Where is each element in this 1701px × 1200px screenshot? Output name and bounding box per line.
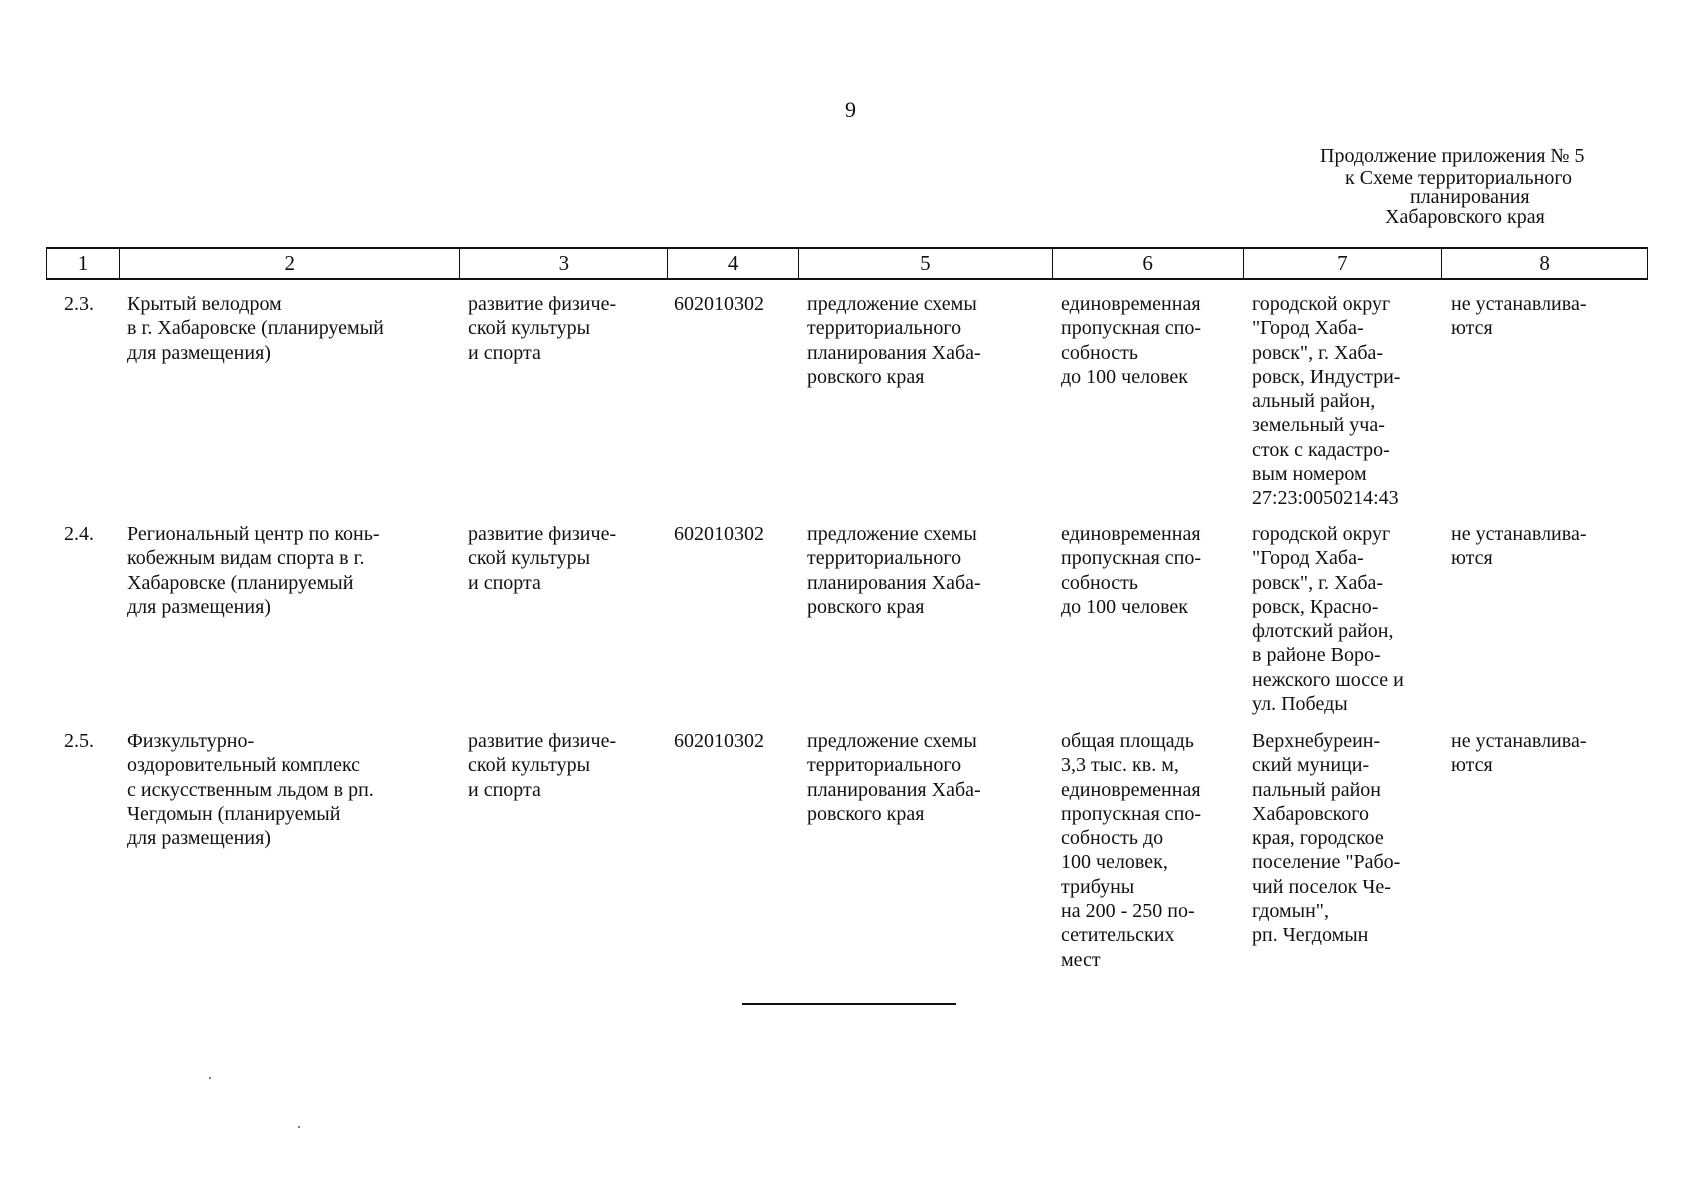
scan-speck	[298, 1126, 300, 1128]
column-number-2: 2	[120, 249, 461, 278]
column-number-4: 4	[668, 249, 799, 278]
table-body	[46, 292, 1648, 979]
column-number-1: 1	[47, 249, 120, 278]
object-basis: предложение схемы территориального планирования Хаба- ровского края	[807, 293, 981, 388]
object-name: Крытый велодром в г. Хабаровске (планируемый для размещения)	[127, 293, 384, 364]
table-row	[46, 292, 1648, 522]
row-number: 2.5.	[64, 730, 94, 752]
object-code: 602010302	[674, 730, 764, 752]
appendix-subtitle-3: Хабаровского края	[1385, 206, 1545, 228]
object-purpose: развитие физиче- ской культуры и спорта	[468, 730, 617, 801]
object-zones: не устанавлива- ются	[1451, 293, 1587, 340]
column-number-5: 5	[799, 249, 1053, 278]
object-basis: предложение схемы территориального планирования Хаба- ровского края	[807, 523, 981, 618]
table-header-row	[46, 247, 1648, 280]
object-characteristics: общая площадь 3,3 тыс. кв. м, единовременная пропускная спо- собность до 100 человек, трибуны на 200 - 250 по- сетительских мест	[1061, 730, 1202, 971]
end-divider	[742, 1003, 956, 1005]
appendix-subtitle-1: к Схеме территориального	[1345, 167, 1573, 189]
object-purpose: развитие физиче- ской культуры и спорта	[468, 293, 617, 364]
object-location: городской округ "Город Хаба- ровск", г. Хаба- ровск, Индустри- альный район, земельный уча- сток с кадастро- вым номером 27:23:0050214:43	[1252, 293, 1401, 510]
object-characteristics: единовременная пропускная спо- собность до 100 человек	[1061, 523, 1202, 618]
scan-speck	[209, 1077, 211, 1079]
column-number-8: 8	[1539, 251, 1550, 275]
row-number: 2.4.	[64, 523, 94, 545]
appendix-title: Продолжение приложения № 5	[1320, 145, 1585, 167]
object-zones: не устанавлива- ются	[1451, 730, 1587, 777]
column-number-7: 7	[1244, 249, 1443, 278]
appendix-header	[1250, 145, 1690, 228]
object-location: городской округ "Город Хаба- ровск", г. Хаба- ровск, Красно- флотский район, в районе Воро- нежского шоссе и ул. Победы	[1252, 523, 1404, 716]
column-number-6: 6	[1053, 249, 1244, 278]
object-name: Физкультурно- оздоровительный комплекс с искусственным льдом в рп. Чегдомын (планируемый для размещения)	[127, 730, 374, 850]
object-zones: не устанавлива- ются	[1451, 523, 1587, 570]
object-name: Региональный центр по конь- кобежным видам спорта в г. Хабаровске (планируемый для размещения)	[127, 523, 380, 618]
object-purpose: развитие физиче- ской культуры и спорта	[468, 523, 617, 594]
table-row	[46, 729, 1648, 979]
table-row	[46, 522, 1648, 729]
row-number: 2.3.	[64, 293, 94, 315]
object-basis: предложение схемы территориального планирования Хаба- ровского края	[807, 730, 981, 825]
object-characteristics: единовременная пропускная спо- собность до 100 человек	[1061, 293, 1202, 388]
object-code: 602010302	[674, 293, 764, 315]
object-code: 602010302	[674, 523, 764, 545]
page-number: 9	[845, 97, 856, 122]
appendix-subtitle-2: планирования	[1410, 186, 1530, 208]
column-number-3: 3	[460, 249, 668, 278]
object-location: Верхнебуреин- ский муници- пальный район Хабаровского края, городское поселение "Рабо- чий поселок Че- гдомын", рп. Чегдомын	[1252, 730, 1401, 947]
